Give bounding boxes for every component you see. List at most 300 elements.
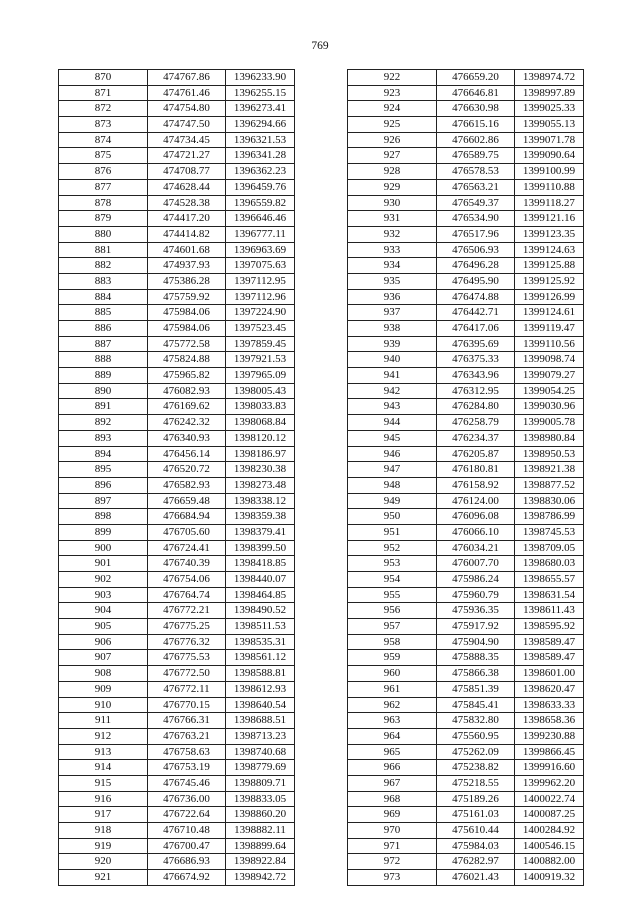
- y-coordinate-cell: 1398633.33: [515, 697, 584, 713]
- point-number-cell: 970: [348, 823, 437, 839]
- x-coordinate-cell: 476770.15: [148, 697, 226, 713]
- point-number-cell: 917: [59, 807, 148, 823]
- table-row: [59, 305, 295, 321]
- table-row: [59, 619, 295, 635]
- point-number-cell: 963: [348, 713, 437, 729]
- y-coordinate-cell: 1397859.45: [226, 336, 295, 352]
- table-row: [59, 70, 295, 86]
- x-coordinate-cell: 476659.48: [148, 493, 226, 509]
- table-row: [348, 760, 584, 776]
- y-coordinate-cell: 1398490.52: [226, 603, 295, 619]
- table-row: [348, 791, 584, 807]
- x-coordinate-cell: 476096.08: [437, 509, 515, 525]
- point-number-cell: 894: [59, 446, 148, 462]
- table-row: [348, 226, 584, 242]
- table-row: [348, 477, 584, 493]
- y-coordinate-cell: 1396646.46: [226, 211, 295, 227]
- x-coordinate-cell: 476630.98: [437, 101, 515, 117]
- table-row: [348, 587, 584, 603]
- x-coordinate-cell: 476724.41: [148, 540, 226, 556]
- x-coordinate-cell: 474708.77: [148, 164, 226, 180]
- x-coordinate-cell: 476710.48: [148, 823, 226, 839]
- y-coordinate-cell: 1400919.32: [515, 870, 584, 886]
- table-row: [348, 148, 584, 164]
- x-coordinate-cell: 475759.92: [148, 289, 226, 305]
- table-row: [348, 540, 584, 556]
- x-coordinate-cell: 475386.28: [148, 273, 226, 289]
- x-coordinate-cell: 475960.79: [437, 587, 515, 603]
- point-number-cell: 928: [348, 164, 437, 180]
- point-number-cell: 926: [348, 132, 437, 148]
- y-coordinate-cell: 1399005.78: [515, 415, 584, 431]
- x-coordinate-cell: 476343.96: [437, 368, 515, 384]
- x-coordinate-cell: 476549.37: [437, 195, 515, 211]
- table-row: [348, 823, 584, 839]
- table-row: [348, 728, 584, 744]
- point-number-cell: 929: [348, 179, 437, 195]
- table-row: [59, 289, 295, 305]
- y-coordinate-cell: 1398980.84: [515, 430, 584, 446]
- point-number-cell: 884: [59, 289, 148, 305]
- y-coordinate-cell: 1397224.90: [226, 305, 295, 321]
- x-coordinate-cell: 476763.21: [148, 728, 226, 744]
- x-coordinate-cell: 476258.79: [437, 415, 515, 431]
- x-coordinate-cell: 476282.97: [437, 854, 515, 870]
- table-row: [348, 85, 584, 101]
- x-coordinate-cell: 476242.32: [148, 415, 226, 431]
- y-coordinate-cell: 1398399.50: [226, 540, 295, 556]
- x-coordinate-cell: 476375.33: [437, 352, 515, 368]
- x-coordinate-cell: 476506.93: [437, 242, 515, 258]
- table-row: [59, 117, 295, 133]
- x-coordinate-cell: 474414.82: [148, 226, 226, 242]
- y-coordinate-cell: 1400087.25: [515, 807, 584, 823]
- point-number-cell: 953: [348, 556, 437, 572]
- x-coordinate-cell: 476034.21: [437, 540, 515, 556]
- point-number-cell: 931: [348, 211, 437, 227]
- point-number-cell: 965: [348, 744, 437, 760]
- point-number-cell: 935: [348, 273, 437, 289]
- y-coordinate-cell: 1397965.09: [226, 368, 295, 384]
- x-coordinate-cell: 475984.06: [148, 321, 226, 337]
- y-coordinate-cell: 1397112.96: [226, 289, 295, 305]
- table-row: [59, 477, 295, 493]
- point-number-cell: 900: [59, 540, 148, 556]
- y-coordinate-cell: 1396233.90: [226, 70, 295, 86]
- y-coordinate-cell: 1398611.43: [515, 603, 584, 619]
- y-coordinate-cell: 1396362.23: [226, 164, 295, 180]
- table-row: [348, 838, 584, 854]
- table-row: [348, 807, 584, 823]
- x-coordinate-cell: 476686.93: [148, 854, 226, 870]
- table-row: [59, 823, 295, 839]
- point-number-cell: 874: [59, 132, 148, 148]
- x-coordinate-cell: 476775.53: [148, 650, 226, 666]
- point-number-cell: 907: [59, 650, 148, 666]
- y-coordinate-cell: 1398273.48: [226, 477, 295, 493]
- x-coordinate-cell: 476659.20: [437, 70, 515, 86]
- table-row: [348, 289, 584, 305]
- x-coordinate-cell: 475904.90: [437, 634, 515, 650]
- point-number-cell: 904: [59, 603, 148, 619]
- point-number-cell: 873: [59, 117, 148, 133]
- y-coordinate-cell: 1398620.47: [515, 681, 584, 697]
- y-coordinate-cell: 1398809.71: [226, 775, 295, 791]
- x-coordinate-cell: 476772.21: [148, 603, 226, 619]
- x-coordinate-cell: 475845.41: [437, 697, 515, 713]
- y-coordinate-cell: 1399110.88: [515, 179, 584, 195]
- x-coordinate-cell: 476775.25: [148, 619, 226, 635]
- x-coordinate-cell: 476753.19: [148, 760, 226, 776]
- table-row: [59, 838, 295, 854]
- y-coordinate-cell: 1398950.53: [515, 446, 584, 462]
- y-coordinate-cell: 1398658.36: [515, 713, 584, 729]
- point-number-cell: 870: [59, 70, 148, 86]
- y-coordinate-cell: 1399866.45: [515, 744, 584, 760]
- x-coordinate-cell: 476684.94: [148, 509, 226, 525]
- table-row: [348, 462, 584, 478]
- table-row: [348, 603, 584, 619]
- table-row: [348, 509, 584, 525]
- point-number-cell: 919: [59, 838, 148, 854]
- table-row: [348, 650, 584, 666]
- point-number-cell: 941: [348, 368, 437, 384]
- x-coordinate-cell: 475189.26: [437, 791, 515, 807]
- x-coordinate-cell: 476520.72: [148, 462, 226, 478]
- x-coordinate-cell: 476700.47: [148, 838, 226, 854]
- x-coordinate-cell: 476517.96: [437, 226, 515, 242]
- table-row: [59, 148, 295, 164]
- point-number-cell: 936: [348, 289, 437, 305]
- point-number-cell: 902: [59, 572, 148, 588]
- point-number-cell: 937: [348, 305, 437, 321]
- y-coordinate-cell: 1398942.72: [226, 870, 295, 886]
- x-coordinate-cell: 476234.37: [437, 430, 515, 446]
- table-row: [59, 352, 295, 368]
- point-number-cell: 880: [59, 226, 148, 242]
- point-number-cell: 969: [348, 807, 437, 823]
- y-coordinate-cell: 1398464.85: [226, 587, 295, 603]
- y-coordinate-cell: 1398997.89: [515, 85, 584, 101]
- x-coordinate-cell: 476766.31: [148, 713, 226, 729]
- table-row: [348, 775, 584, 791]
- x-coordinate-cell: 476082.93: [148, 383, 226, 399]
- point-number-cell: 898: [59, 509, 148, 525]
- table-row: [59, 697, 295, 713]
- point-number-cell: 961: [348, 681, 437, 697]
- point-number-cell: 955: [348, 587, 437, 603]
- x-coordinate-cell: 476674.92: [148, 870, 226, 886]
- point-number-cell: 883: [59, 273, 148, 289]
- y-coordinate-cell: 1398612.93: [226, 681, 295, 697]
- coordinates-table-left: [58, 69, 295, 886]
- x-coordinate-cell: 474767.86: [148, 70, 226, 86]
- x-coordinate-cell: 476772.11: [148, 681, 226, 697]
- y-coordinate-cell: 1398535.31: [226, 634, 295, 650]
- table-row: [59, 430, 295, 446]
- x-coordinate-cell: 476772.50: [148, 666, 226, 682]
- table-row: [59, 807, 295, 823]
- table-row: [348, 572, 584, 588]
- x-coordinate-cell: 476312.95: [437, 383, 515, 399]
- y-coordinate-cell: 1399125.88: [515, 258, 584, 274]
- y-coordinate-cell: 1398779.69: [226, 760, 295, 776]
- table-row: [59, 587, 295, 603]
- x-coordinate-cell: 474601.68: [148, 242, 226, 258]
- table-row: [59, 336, 295, 352]
- point-number-cell: 938: [348, 321, 437, 337]
- x-coordinate-cell: 474628.44: [148, 179, 226, 195]
- table-row: [59, 164, 295, 180]
- point-number-cell: 872: [59, 101, 148, 117]
- x-coordinate-cell: 476417.06: [437, 321, 515, 337]
- point-number-cell: 956: [348, 603, 437, 619]
- table-row: [59, 775, 295, 791]
- point-number-cell: 886: [59, 321, 148, 337]
- point-number-cell: 915: [59, 775, 148, 791]
- point-number-cell: 945: [348, 430, 437, 446]
- y-coordinate-cell: 1398860.20: [226, 807, 295, 823]
- x-coordinate-cell: 476284.80: [437, 399, 515, 415]
- y-coordinate-cell: 1398359.38: [226, 509, 295, 525]
- x-coordinate-cell: 476340.93: [148, 430, 226, 446]
- x-coordinate-cell: 475610.44: [437, 823, 515, 839]
- table-row: [348, 117, 584, 133]
- point-number-cell: 943: [348, 399, 437, 415]
- y-coordinate-cell: 1400284.92: [515, 823, 584, 839]
- y-coordinate-cell: 1398418.85: [226, 556, 295, 572]
- table-row: [348, 524, 584, 540]
- x-coordinate-cell: 475238.82: [437, 760, 515, 776]
- y-coordinate-cell: 1399125.92: [515, 273, 584, 289]
- y-coordinate-cell: 1399962.20: [515, 775, 584, 791]
- x-coordinate-cell: 476158.92: [437, 477, 515, 493]
- table-row: [59, 179, 295, 195]
- x-coordinate-cell: 475560.95: [437, 728, 515, 744]
- point-number-cell: 910: [59, 697, 148, 713]
- y-coordinate-cell: 1398974.72: [515, 70, 584, 86]
- y-coordinate-cell: 1398680.03: [515, 556, 584, 572]
- point-number-cell: 954: [348, 572, 437, 588]
- point-number-cell: 934: [348, 258, 437, 274]
- x-coordinate-cell: 476021.43: [437, 870, 515, 886]
- y-coordinate-cell: 1396321.53: [226, 132, 295, 148]
- x-coordinate-cell: 475772.58: [148, 336, 226, 352]
- y-coordinate-cell: 1398338.12: [226, 493, 295, 509]
- y-coordinate-cell: 1399098.74: [515, 352, 584, 368]
- y-coordinate-cell: 1398005.43: [226, 383, 295, 399]
- table-row: [59, 321, 295, 337]
- y-coordinate-cell: 1398561.12: [226, 650, 295, 666]
- y-coordinate-cell: 1399110.56: [515, 336, 584, 352]
- table-row: [59, 383, 295, 399]
- table-row: [59, 399, 295, 415]
- table-row: [348, 870, 584, 886]
- y-coordinate-cell: 1398033.83: [226, 399, 295, 415]
- point-number-cell: 959: [348, 650, 437, 666]
- table-row: [59, 101, 295, 117]
- x-coordinate-cell: 475832.80: [437, 713, 515, 729]
- table-row: [348, 666, 584, 682]
- x-coordinate-cell: 475984.03: [437, 838, 515, 854]
- table-row: [348, 430, 584, 446]
- y-coordinate-cell: 1398877.52: [515, 477, 584, 493]
- table-row: [348, 383, 584, 399]
- x-coordinate-cell: 475984.06: [148, 305, 226, 321]
- point-number-cell: 892: [59, 415, 148, 431]
- x-coordinate-cell: 476705.60: [148, 524, 226, 540]
- table-row: [348, 697, 584, 713]
- table-row: [348, 242, 584, 258]
- point-number-cell: 946: [348, 446, 437, 462]
- y-coordinate-cell: 1396559.82: [226, 195, 295, 211]
- y-coordinate-cell: 1399126.99: [515, 289, 584, 305]
- point-number-cell: 967: [348, 775, 437, 791]
- y-coordinate-cell: 1398713.23: [226, 728, 295, 744]
- x-coordinate-cell: 475218.55: [437, 775, 515, 791]
- point-number-cell: 914: [59, 760, 148, 776]
- x-coordinate-cell: 476758.63: [148, 744, 226, 760]
- y-coordinate-cell: 1398786.99: [515, 509, 584, 525]
- table-row: [59, 446, 295, 462]
- x-coordinate-cell: 476615.16: [437, 117, 515, 133]
- table-row: [59, 258, 295, 274]
- table-row: [59, 273, 295, 289]
- table-row: [348, 634, 584, 650]
- y-coordinate-cell: 1396341.28: [226, 148, 295, 164]
- x-coordinate-cell: 475888.35: [437, 650, 515, 666]
- y-coordinate-cell: 1398588.81: [226, 666, 295, 682]
- point-number-cell: 972: [348, 854, 437, 870]
- point-number-cell: 877: [59, 179, 148, 195]
- y-coordinate-cell: 1396777.11: [226, 226, 295, 242]
- point-number-cell: 909: [59, 681, 148, 697]
- table-row: [59, 556, 295, 572]
- x-coordinate-cell: 474721.27: [148, 148, 226, 164]
- y-coordinate-cell: 1397921.53: [226, 352, 295, 368]
- y-coordinate-cell: 1397112.95: [226, 273, 295, 289]
- x-coordinate-cell: 476496.28: [437, 258, 515, 274]
- x-coordinate-cell: 476754.06: [148, 572, 226, 588]
- table-row: [59, 195, 295, 211]
- y-coordinate-cell: 1398830.06: [515, 493, 584, 509]
- y-coordinate-cell: 1398921.38: [515, 462, 584, 478]
- table-row: [348, 556, 584, 572]
- x-coordinate-cell: 475161.03: [437, 807, 515, 823]
- table-row: [59, 713, 295, 729]
- x-coordinate-cell: 476589.75: [437, 148, 515, 164]
- y-coordinate-cell: 1398640.54: [226, 697, 295, 713]
- table-row: [348, 101, 584, 117]
- point-number-cell: 916: [59, 791, 148, 807]
- point-number-cell: 899: [59, 524, 148, 540]
- x-coordinate-cell: 474937.93: [148, 258, 226, 274]
- y-coordinate-cell: 1399123.35: [515, 226, 584, 242]
- y-coordinate-cell: 1398601.00: [515, 666, 584, 682]
- x-coordinate-cell: 476736.00: [148, 791, 226, 807]
- point-number-cell: 950: [348, 509, 437, 525]
- y-coordinate-cell: 1398511.53: [226, 619, 295, 635]
- point-number-cell: 875: [59, 148, 148, 164]
- y-coordinate-cell: 1400022.74: [515, 791, 584, 807]
- point-number-cell: 918: [59, 823, 148, 839]
- table-row: [59, 524, 295, 540]
- table-row: [348, 352, 584, 368]
- table-row: [348, 195, 584, 211]
- y-coordinate-cell: 1399230.88: [515, 728, 584, 744]
- y-coordinate-cell: 1398589.47: [515, 650, 584, 666]
- point-number-cell: 897: [59, 493, 148, 509]
- point-number-cell: 924: [348, 101, 437, 117]
- table-row: [59, 211, 295, 227]
- table-row: [59, 540, 295, 556]
- table-row: [59, 493, 295, 509]
- y-coordinate-cell: 1399118.27: [515, 195, 584, 211]
- x-coordinate-cell: 476456.14: [148, 446, 226, 462]
- table-row: [59, 744, 295, 760]
- y-coordinate-cell: 1399054.25: [515, 383, 584, 399]
- point-number-cell: 947: [348, 462, 437, 478]
- point-number-cell: 973: [348, 870, 437, 886]
- y-coordinate-cell: 1399055.13: [515, 117, 584, 133]
- y-coordinate-cell: 1398068.84: [226, 415, 295, 431]
- point-number-cell: 893: [59, 430, 148, 446]
- x-coordinate-cell: 475866.38: [437, 666, 515, 682]
- table-row: [348, 368, 584, 384]
- y-coordinate-cell: 1398740.68: [226, 744, 295, 760]
- point-number-cell: 957: [348, 619, 437, 635]
- x-coordinate-cell: 474417.20: [148, 211, 226, 227]
- x-coordinate-cell: 475851.39: [437, 681, 515, 697]
- table-row: [59, 572, 295, 588]
- point-number-cell: 952: [348, 540, 437, 556]
- y-coordinate-cell: 1398655.57: [515, 572, 584, 588]
- point-number-cell: 922: [348, 70, 437, 86]
- y-coordinate-cell: 1399030.96: [515, 399, 584, 415]
- y-coordinate-cell: 1398631.54: [515, 587, 584, 603]
- y-coordinate-cell: 1399079.27: [515, 368, 584, 384]
- x-coordinate-cell: 474528.38: [148, 195, 226, 211]
- point-number-cell: 908: [59, 666, 148, 682]
- table-row: [348, 273, 584, 289]
- point-number-cell: 940: [348, 352, 437, 368]
- y-coordinate-cell: 1399121.16: [515, 211, 584, 227]
- x-coordinate-cell: 476534.90: [437, 211, 515, 227]
- point-number-cell: 891: [59, 399, 148, 415]
- x-coordinate-cell: 475917.92: [437, 619, 515, 635]
- x-coordinate-cell: 476602.86: [437, 132, 515, 148]
- x-coordinate-cell: 476066.10: [437, 524, 515, 540]
- point-number-cell: 949: [348, 493, 437, 509]
- table-row: [59, 791, 295, 807]
- table-row: [59, 132, 295, 148]
- y-coordinate-cell: 1398379.41: [226, 524, 295, 540]
- point-number-cell: 944: [348, 415, 437, 431]
- y-coordinate-cell: 1398120.12: [226, 430, 295, 446]
- point-number-cell: 948: [348, 477, 437, 493]
- point-number-cell: 925: [348, 117, 437, 133]
- point-number-cell: 932: [348, 226, 437, 242]
- table-row: [59, 509, 295, 525]
- point-number-cell: 927: [348, 148, 437, 164]
- y-coordinate-cell: 1397523.45: [226, 321, 295, 337]
- point-number-cell: 966: [348, 760, 437, 776]
- point-number-cell: 885: [59, 305, 148, 321]
- x-coordinate-cell: 476646.81: [437, 85, 515, 101]
- coordinates-table-right: [347, 69, 584, 886]
- table-row: [348, 336, 584, 352]
- y-coordinate-cell: 1399916.60: [515, 760, 584, 776]
